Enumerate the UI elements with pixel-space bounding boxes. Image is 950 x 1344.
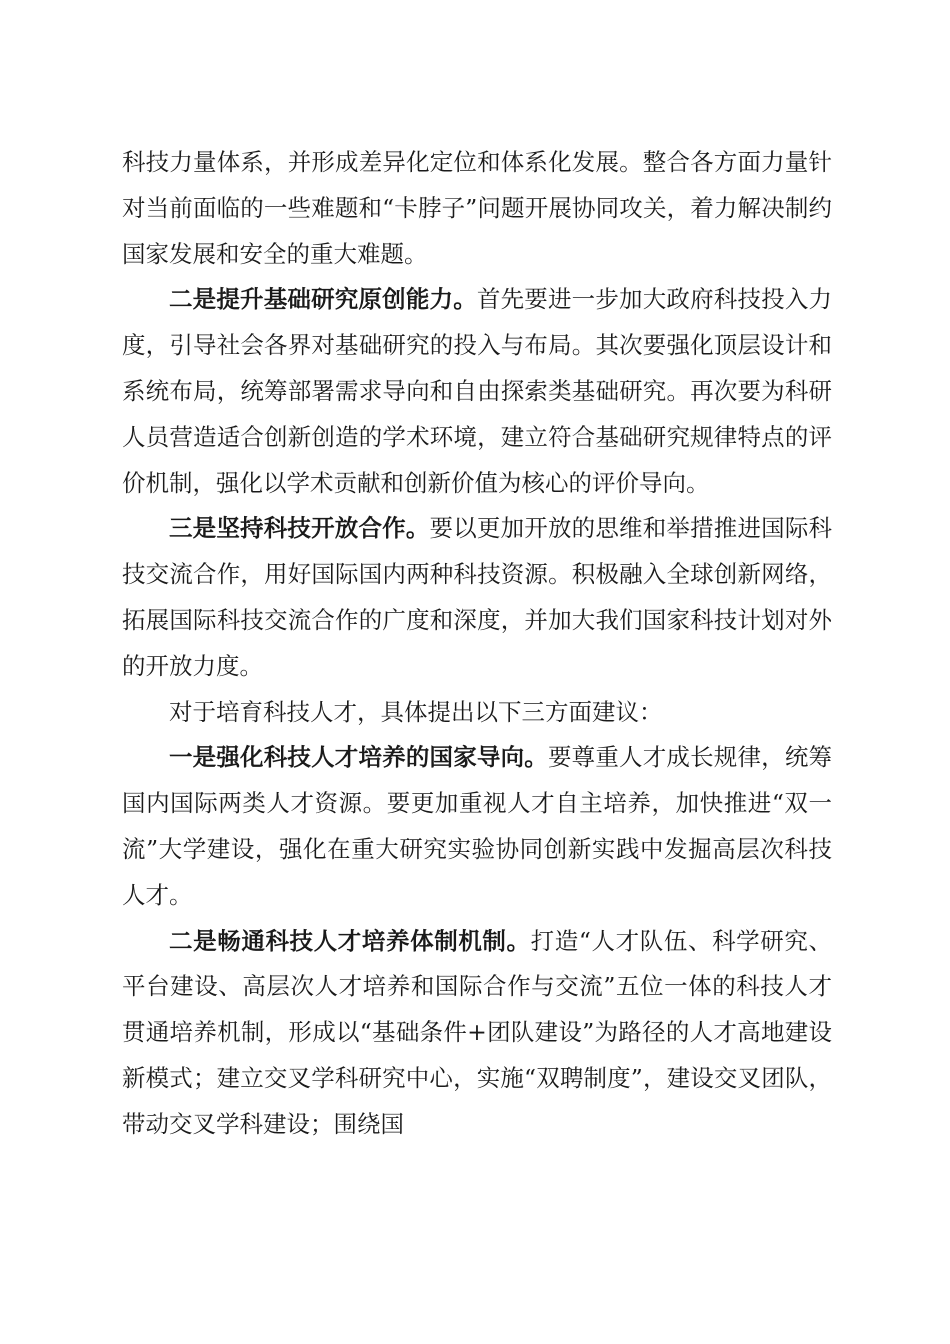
paragraph-talent-intro — [122, 690, 832, 736]
document-body — [122, 140, 832, 1148]
paragraph-open-cooperation — [122, 506, 832, 689]
paragraph-lead: 三是坚持科技开放合作。 — [169, 514, 430, 543]
paragraph-lead: 二是畅通科技人才培养体制机制。 — [169, 926, 531, 955]
paragraph-text: 科技力量体系，并形成差异化定位和体系化发展。整合各方面力量针对当前面临的一些难题和“卡脖子”问题开展协同攻关，着力解决制约国家发展和安全的重大难题。 — [122, 148, 832, 268]
paragraph-lead: 二是提升基础研究原创能力。 — [169, 285, 477, 314]
paragraph-national-orientation — [122, 735, 832, 918]
paragraph-text: 要以更加开放的思维和举措推进国际科技交流合作，用好国际国内两种科技资源。积极融入全球创新网络，拓展国际科技交流合作的广度和深度，并加大我们国家科技计划对外的开放力度。 — [122, 514, 833, 680]
paragraph-text: 对于培育科技人才，具体提出以下三方面建议： — [169, 697, 663, 726]
paragraph-continuation — [122, 140, 832, 277]
paragraph-lead: 一是强化科技人才培养的国家导向。 — [169, 743, 548, 772]
paragraph-text: 首先要进一步加大政府科技投入力度，引导社会各界对基础研究的投入与布局。其次要强化顶层设计和系统布局，统筹部署需求导向和自由探索类基础研究。再次要为科研人员营造适合创新创造的学术环境，建立符合基础研究规律特点的评价机制，强化以学术贡献和创新价值为核心的评价导向。 — [122, 285, 833, 497]
paragraph-text: 要尊重人才成长规律，统筹国内国际两类人才资源。要更加重视人才自主培养，加快推进“双一流”大学建设，强化在重大研究实验协同创新实践中发掘高层次科技人才。 — [122, 743, 833, 909]
paragraph-training-mechanism — [122, 919, 832, 1148]
paragraph-text: 打造“人才队伍、科学研究、平台建设、高层次人才培养和国际合作与交流”五位一体的科技人才贯通培养机制，形成以“基础条件+团队建设”为路径的人才高地建设新模式；建立交叉学科研究中心，实施“双聘制度”，建设交叉团队，带动交叉学科建设；围绕国 — [122, 926, 833, 1138]
paragraph-basic-research — [122, 277, 832, 506]
